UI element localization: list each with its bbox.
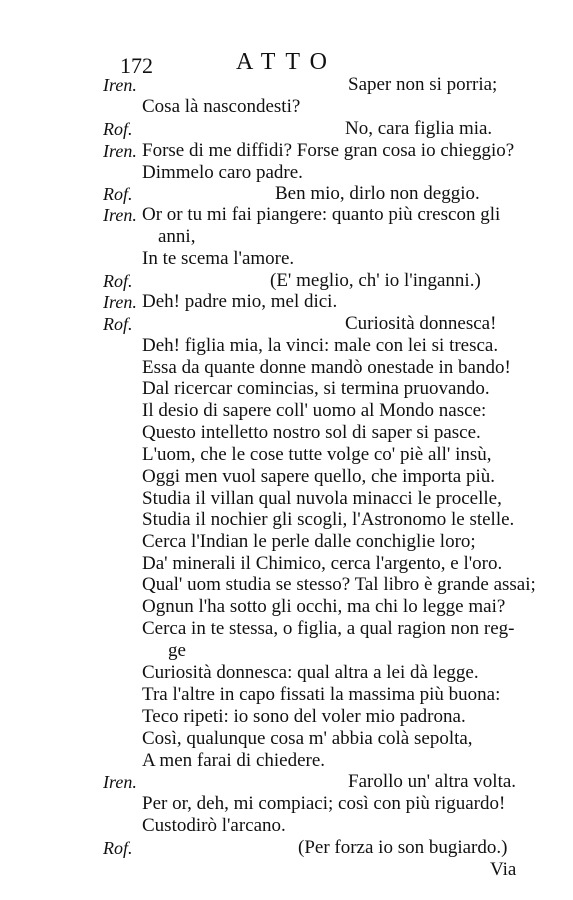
speaker-label: Iren.: [103, 141, 137, 161]
line-text: Per or, deh, mi compiaci; così con più riguardo!: [142, 793, 506, 814]
line-text: Forse di me diffidi? Forse gran cosa io chieggio?: [142, 140, 515, 161]
line-text: Cerca l'Indian le perle dalle conchiglie loro;: [142, 531, 476, 552]
line-text: Studia il nochier gli scogli, l'Astronomo le stelle.: [142, 509, 515, 530]
line-text: No, cara figlia mia.: [345, 118, 493, 139]
line-text: Cerca in te stessa, o figlia, a qual ragion non reg-: [142, 618, 515, 639]
speaker-label: Iren.: [103, 205, 137, 225]
line-text: Il desio di sapere coll' uomo al Mondo nasce:: [142, 400, 487, 421]
line-text: Teco ripeti: io sono del voler mio padrona.: [142, 706, 466, 727]
speaker-label: Rof.: [103, 184, 133, 204]
line-text: Ben mio, dirlo non deggio.: [275, 183, 480, 204]
line-text: Essa da quante donne mandò onestade in bando!: [142, 357, 511, 378]
line-text: Così, qualunque cosa m' abbia colà sepolta,: [142, 728, 473, 749]
line-text: anni,: [158, 226, 196, 247]
line-text: Cosa là nascondesti?: [142, 96, 301, 117]
line-text: Farollo un' altra volta.: [348, 771, 517, 792]
line-text: Deh! figlia mia, la vinci: male con lei si tresca.: [142, 335, 499, 356]
line-text: Or or tu mi fai piangere: quanto più crescon gli: [142, 204, 501, 225]
line-text: Custodirò l'arcano.: [142, 815, 286, 836]
line-text: ge: [168, 640, 186, 661]
speaker-label: Rof.: [103, 119, 133, 139]
line-text: Oggi men vuol sapere quello, che importa più.: [142, 466, 495, 487]
page-header: [0, 45, 573, 78]
line-text: (Per forza io son bugiardo.): [298, 837, 508, 858]
line-text: Questo intelletto nostro sol di saper si pasce.: [142, 422, 481, 443]
line-text: Da' minerali il Chimico, cerca l'argento, e l'oro.: [142, 553, 503, 574]
line-text: Ognun l'ha sotto gli occhi, ma chi lo legge mai?: [142, 596, 506, 617]
line-text: Deh! padre mio, mel dici.: [142, 291, 338, 312]
line-text: Saper non si porria;: [348, 74, 498, 95]
line-text: Qual' uom studia se stesso? Tal libro è grande assai;: [142, 574, 536, 595]
line-text: L'uom, che le cose tutte volge co' piè all' insù,: [142, 444, 492, 465]
line-text: Dimmelo caro padre.: [142, 162, 303, 183]
line-text: Studia il villan qual nuvola minacci le procelle,: [142, 488, 502, 509]
line-text: Tra l'altre in capo fissati la massima più buona:: [142, 684, 501, 705]
line-text: Via: [490, 859, 517, 880]
line-text: (E' meglio, ch' io l'inganni.): [270, 270, 481, 291]
speaker-label: Rof.: [103, 838, 133, 858]
line-text: Curiosità donnesca!: [345, 313, 497, 334]
line-text: Curiosità donnesca: qual altra a lei dà legge.: [142, 662, 479, 683]
running-title: ATTO: [236, 49, 337, 75]
speaker-label: Iren.: [103, 292, 137, 312]
speaker-label: Rof.: [103, 271, 133, 291]
line-text: Dal ricercar comincias, si termina pruovando.: [142, 378, 490, 399]
page-number: 172: [120, 53, 153, 78]
speaker-label: Iren.: [103, 772, 137, 792]
line-text: A men farai di chiedere.: [142, 750, 326, 771]
line-text: In te scema l'amore.: [142, 248, 295, 269]
speaker-label: Iren.: [103, 75, 137, 95]
speaker-label: Rof.: [103, 314, 133, 334]
